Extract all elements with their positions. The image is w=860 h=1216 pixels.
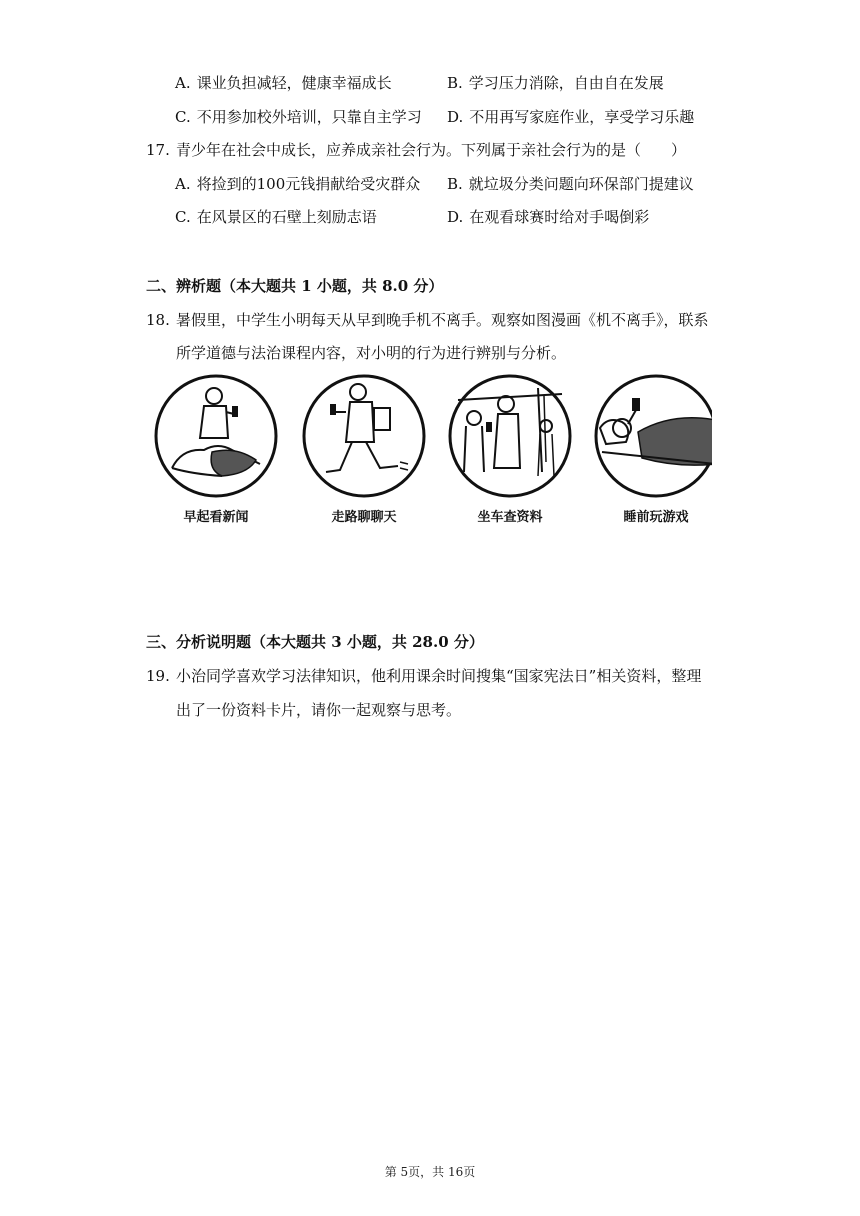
comic-panel-4 xyxy=(592,372,712,532)
option-label: D. xyxy=(447,108,464,126)
page-footer: 第 5页，共 16页 xyxy=(384,1165,476,1179)
q16-option-a xyxy=(175,73,392,93)
question-number: 19. xyxy=(146,667,170,685)
option-text: 学习压力消除，自由自在发展 xyxy=(468,74,664,92)
comic-caption-1: 早起看新闻 xyxy=(183,510,249,525)
person-walking-with-phone-illustration xyxy=(300,372,428,502)
person-reading-phone-in-bed-illustration xyxy=(152,372,280,502)
option-label: B. xyxy=(447,74,463,92)
comic-panel-2 xyxy=(300,372,428,532)
option-text: 在风景区的石壁上刻励志语 xyxy=(196,208,377,226)
option-label: D. xyxy=(447,208,464,226)
q17-option-c xyxy=(175,207,377,227)
section-heading-2: 二、辨析题（本大题共 1 小题，共 8.0 分） xyxy=(146,277,444,295)
people-on-bus-with-phones-illustration xyxy=(446,372,574,502)
question-number: 18. xyxy=(146,311,170,329)
question-text: 暑假里，中学生小明每天从早到晚手机不离手。观察如图漫画《机不离手》，联系 xyxy=(176,311,709,329)
q16-option-b xyxy=(447,73,664,93)
q17-option-b xyxy=(447,174,694,194)
q19-stem-line-2: 出了一份资料卡片，请你一起观察与思考。 xyxy=(176,701,462,719)
q17-option-d xyxy=(447,207,649,227)
q18-stem-line-2: 所学道德与法治课程内容，对小明的行为进行辨别与分析。 xyxy=(176,344,567,362)
option-label: A. xyxy=(175,74,191,92)
option-text: 将捡到的100元钱捐献给受灾群众 xyxy=(196,175,421,193)
option-text: 在观看球赛时给对手喝倒彩 xyxy=(469,208,650,226)
q18-stem-line-1 xyxy=(146,310,709,330)
q19-stem-line-1 xyxy=(146,666,701,686)
question-text: 小治同学喜欢学习法律知识，他利用课余时间搜集“国家宪法日”相关资料，整理 xyxy=(176,667,702,685)
option-label: B. xyxy=(447,175,463,193)
comic-caption-2: 走路聊聊天 xyxy=(331,510,397,525)
comic-strip xyxy=(146,372,712,532)
q16-option-d xyxy=(447,107,694,127)
option-label: C. xyxy=(175,208,191,226)
comic-panel-3 xyxy=(446,372,574,532)
option-label: C. xyxy=(175,108,191,126)
option-text: 不用再写家庭作业，享受学习乐趣 xyxy=(469,108,695,126)
comic-caption-3: 坐车查资料 xyxy=(477,510,543,525)
section-heading-3: 三、分析说明题（本大题共 3 小题，共 28.0 分） xyxy=(146,633,484,651)
question-number: 17. xyxy=(146,141,170,159)
q16-option-c xyxy=(175,107,422,127)
option-text: 不用参加校外培训，只靠自主学习 xyxy=(196,108,422,126)
option-text: 就垃圾分类问题向环保部门提建议 xyxy=(468,175,694,193)
comic-panel-1 xyxy=(152,372,280,532)
question-text: 青少年在社会中成长，应养成亲社会行为。下列属于亲社会行为的是（ ） xyxy=(176,141,687,159)
person-lying-in-bed-with-phone-illustration xyxy=(592,372,712,502)
option-text: 课业负担减轻，健康幸福成长 xyxy=(196,74,392,92)
q17-stem xyxy=(146,140,686,160)
q17-option-a xyxy=(175,174,420,194)
option-label: A. xyxy=(175,175,191,193)
comic-caption-4: 睡前玩游戏 xyxy=(623,510,689,525)
